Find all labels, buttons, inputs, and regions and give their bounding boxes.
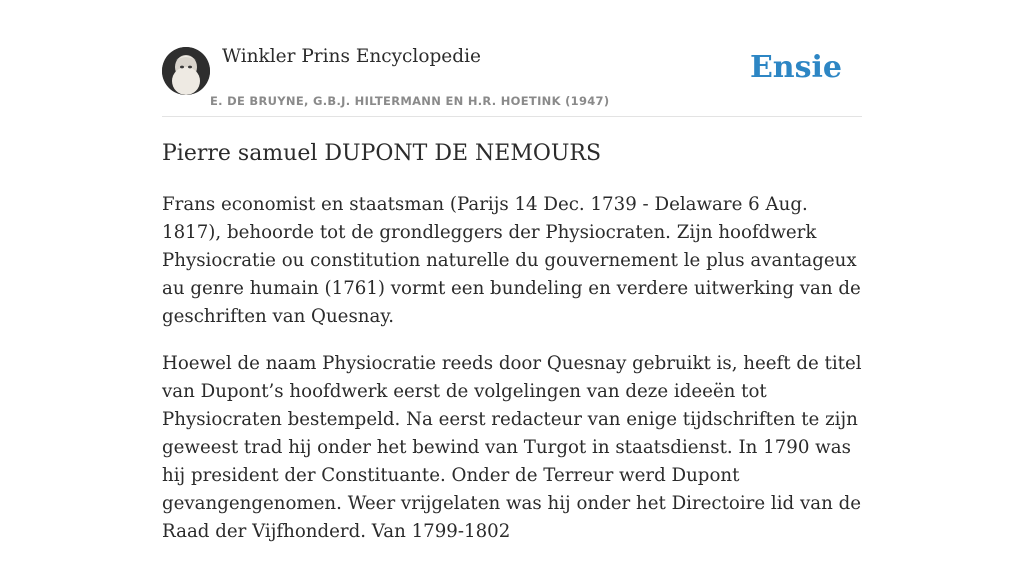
paragraph: Hoewel de naam Physiocratie reeds door Quesnay gebruikt is, heeft de titel van Dupont’s hoofdwerk eerst de volgelingen van deze ideeën tot Physiocraten bestempeld. Na eerst redacteur van enige tijdschriften te zijn geweest trad hij onder het bewind van Turgot in staatsdienst. In 1790 was hij president der Constituante. Onder de Terreur werd Dupont gevangengenomen. Weer vrijgelaten was hij onder het Directoire lid van de Raad der Vijfhonderd. Van 1799-1802	[162, 353, 862, 542]
author-avatar[interactable]	[162, 47, 210, 95]
site-title[interactable]: Winkler Prins Encyclopedie	[222, 46, 481, 67]
page-container	[162, 0, 862, 542]
ensie-logo[interactable]: Ensie	[749, 50, 842, 85]
portrait-image	[162, 47, 210, 95]
article-body	[162, 191, 862, 565]
paragraph: Frans economist en staatsman (Parijs 14 Dec. 1739 - Delaware 6 Aug. 1817), behoorde tot de grondleggers der Physiocraten. Zijn hoofdwerk Physiocratie ou constitution naturelle du gouvernement le plus avantageux au genre humain (1761) vormt een bundeling en verdere uitwerking van de geschriften van Quesnay.	[162, 194, 861, 327]
authors-line: E. DE BRUYNE, G.B.J. HILTERMANN EN H.R. HOETINK (1947)	[210, 94, 610, 108]
entry-title: Pierre samuel DUPONT DE NEMOURS	[162, 141, 602, 166]
header	[162, 0, 862, 117]
